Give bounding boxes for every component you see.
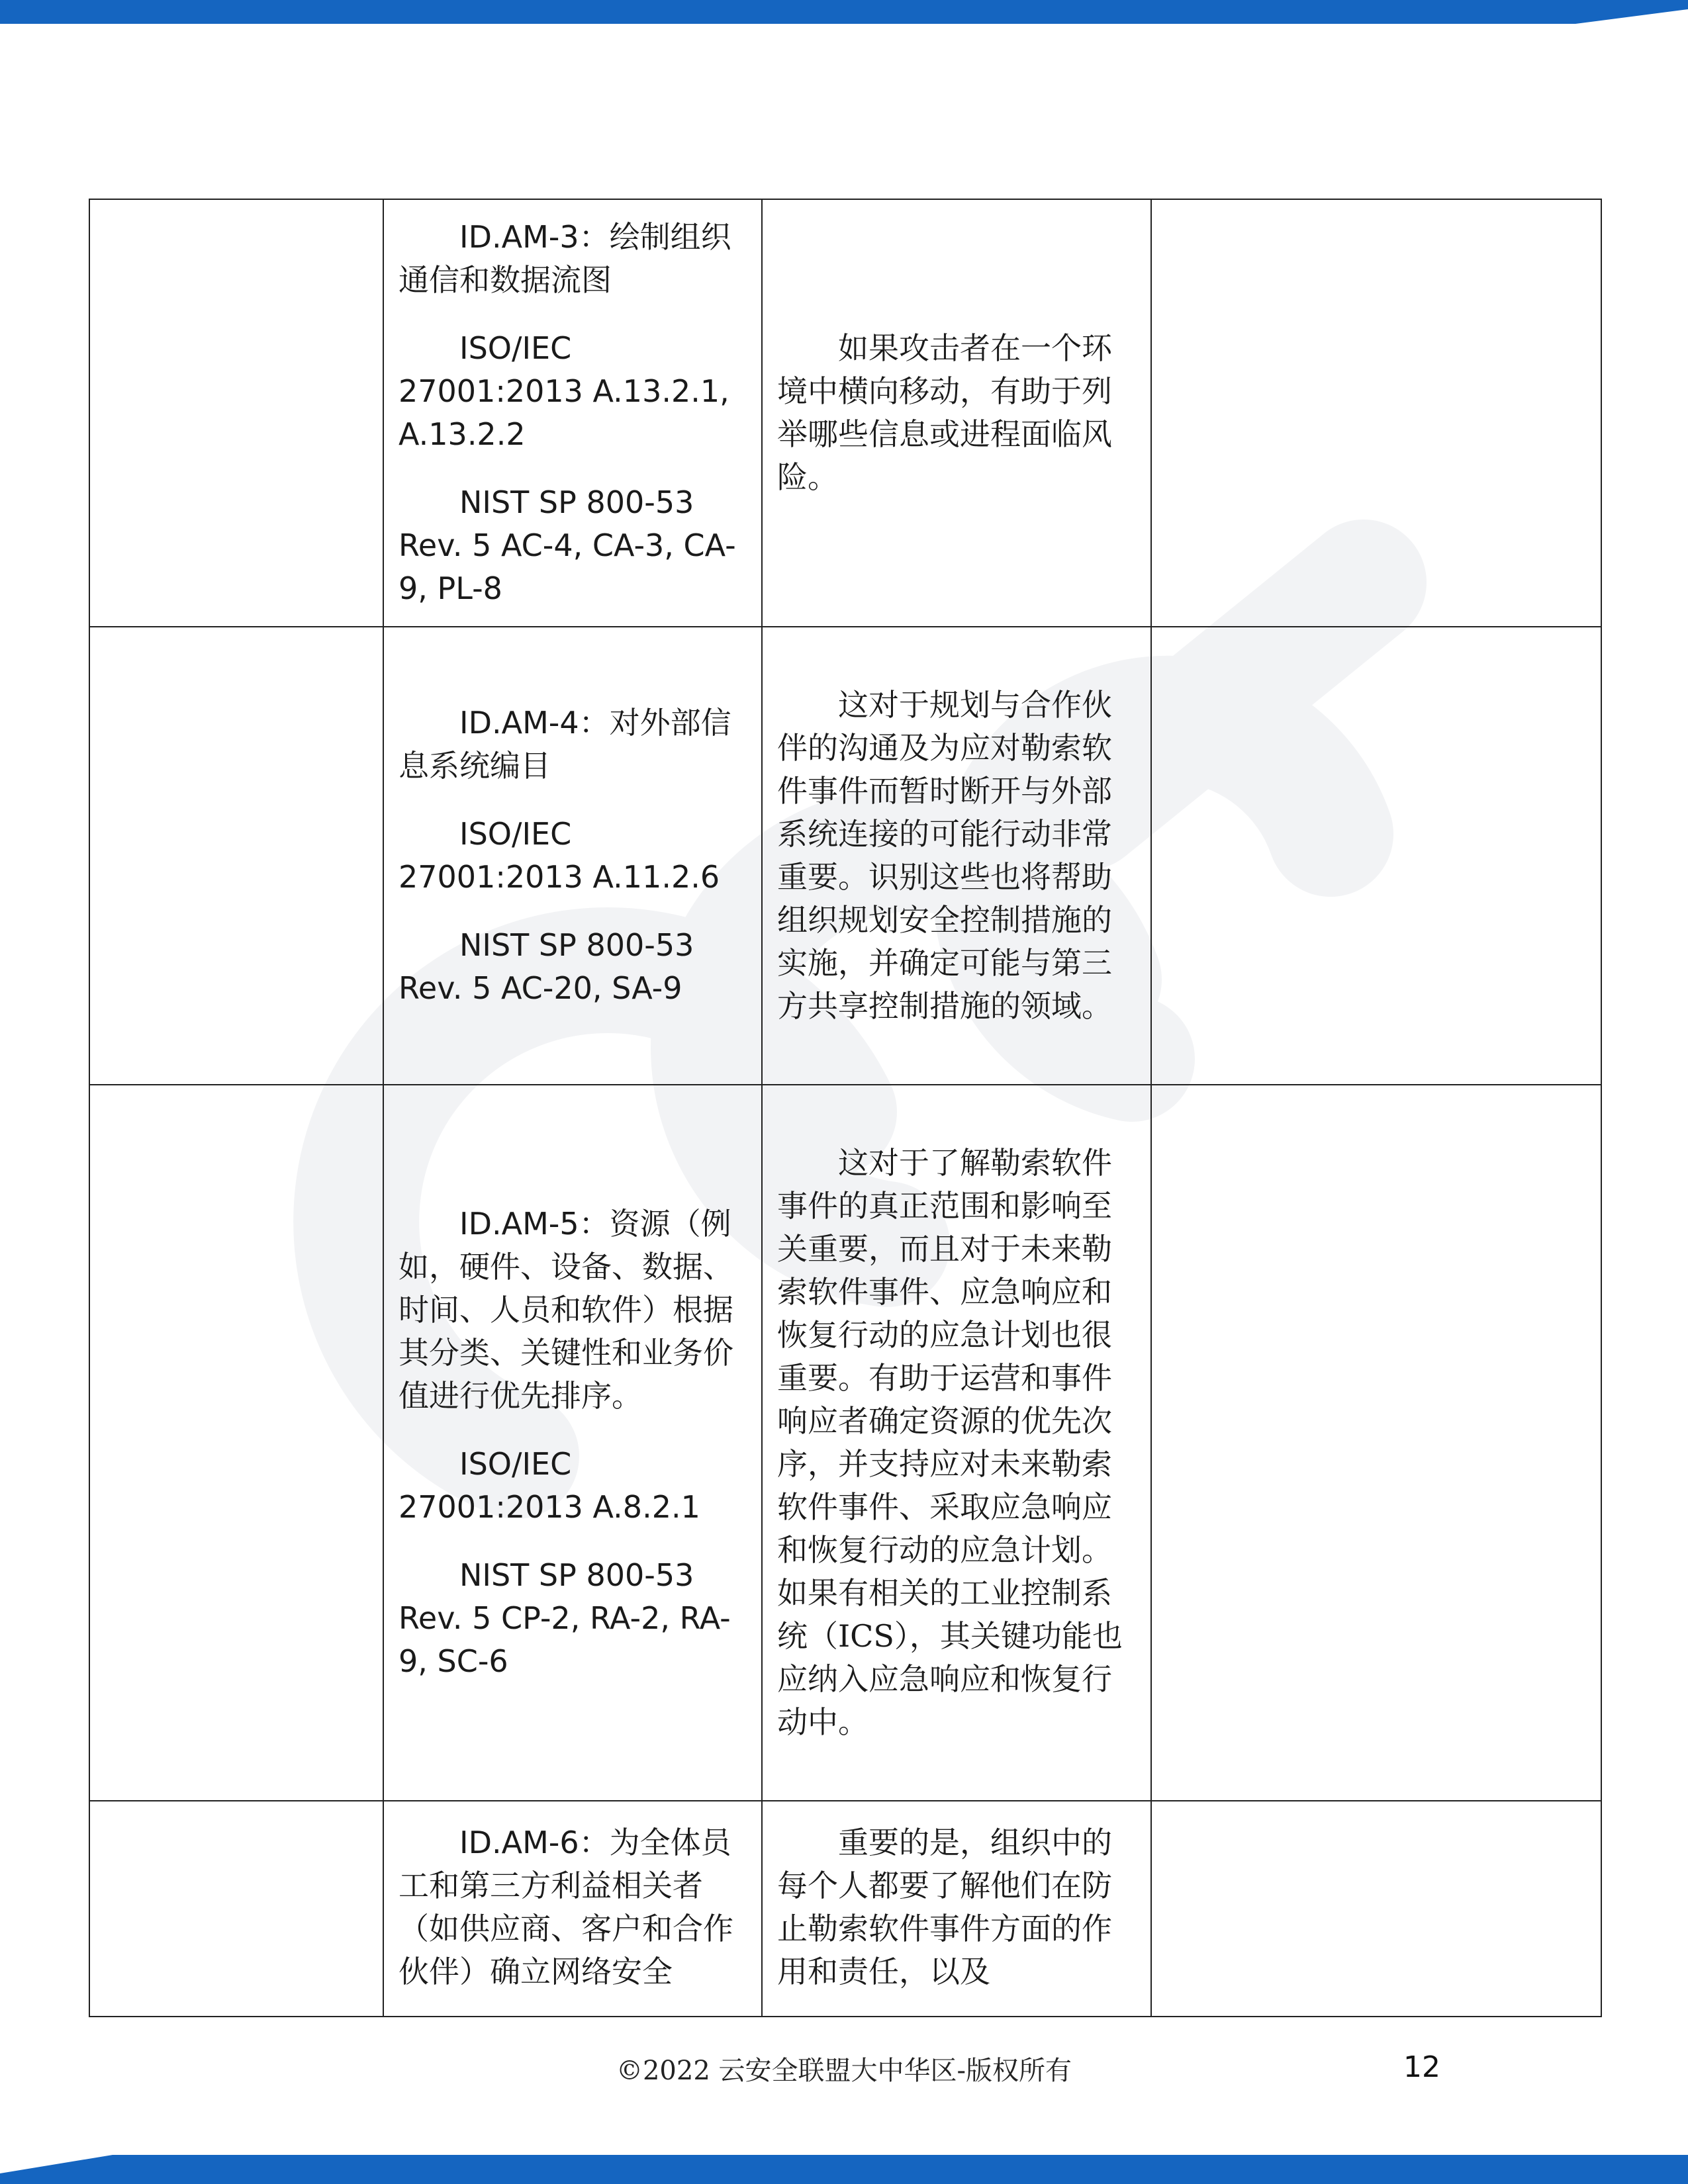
- subcategory-text: ID.AM-4：对外部信息系统编目: [399, 705, 731, 784]
- table-row: [89, 627, 1601, 1085]
- nist-reference: NIST SP 800-53 Rev. 5 CP-2, RA-2, RA-9, SC-6: [399, 1557, 731, 1679]
- header-accent-band: [0, 0, 1688, 24]
- empty-cell: [1151, 1085, 1601, 1801]
- mapping-cell: [383, 1801, 762, 2017]
- iso-reference: ISO/IEC 27001:2013 A.11.2.6: [399, 816, 720, 895]
- description-cell: [762, 1085, 1151, 1801]
- page-number: 12: [1403, 2050, 1440, 2084]
- iso-reference: ISO/IEC 27001:2013 A.8.2.1: [399, 1446, 700, 1525]
- mapping-cell: [383, 1085, 762, 1801]
- description-text: 这对于规划与合作伙伴的沟通及为应对勒索软件事件而暂时断开与外部系统连接的可能行动非常重要。识别这些也将帮助组织规划安全控制措施的实施，并确定可能与第三方共享控制措施的领域。: [777, 687, 1112, 1024]
- controls-table: [89, 199, 1602, 2017]
- description-text: 这对于了解勒索软件事件的真正范围和影响至关重要，而且对于未来勒索软件事件、应急响应和恢复行动的应急计划也很重要。有助于运营和事件响应者确定资源的优先次序，并支持应对未来勒索软件事件、采取应急响应和恢复行动的应急计划。如果有相关的工业控制系统（ICS），其关键功能也应纳入应急响应和恢复行动中。: [777, 1145, 1123, 1740]
- empty-cell: [1151, 199, 1601, 627]
- table-row: [89, 1801, 1601, 2017]
- description-text: 如果攻击者在一个环境中横向移动，有助于列举哪些信息或进程面临风险。: [777, 330, 1112, 495]
- subcategory-text: ID.AM-3：绘制组织通信和数据流图: [399, 219, 731, 298]
- footer-copyright: ©2022 云安全联盟大中华区-版权所有: [616, 2056, 1072, 2086]
- mapping-cell: [383, 199, 762, 627]
- table-row: [89, 1085, 1601, 1801]
- empty-cell: [89, 627, 383, 1085]
- description-text: 重要的是，组织中的每个人都要了解他们在防止勒索软件事件方面的作用和责任，以及: [777, 1825, 1112, 1989]
- iso-reference: ISO/IEC 27001:2013 A.13.2.1, A.13.2.2: [399, 330, 729, 452]
- mapping-cell: [383, 627, 762, 1085]
- empty-cell: [1151, 1801, 1601, 2017]
- description-cell: [762, 1801, 1151, 2017]
- description-cell: [762, 627, 1151, 1085]
- description-cell: [762, 199, 1151, 627]
- empty-cell: [89, 199, 383, 627]
- footer-accent-band: [0, 2155, 1688, 2184]
- subcategory-text: ID.AM-6：为全体员工和第三方利益相关者（如供应商、客户和合作伙伴）确立网络安全: [399, 1825, 733, 1989]
- empty-cell: [89, 1801, 383, 2017]
- table-row: [89, 199, 1601, 627]
- subcategory-text: ID.AM-5：资源（例如，硬件、设备、数据、时间、人员和软件）根据其分类、关键性和业务价值进行优先排序。: [399, 1206, 733, 1414]
- nist-reference: NIST SP 800-53 Rev. 5 AC-4, CA-3, CA-9, PL-8: [399, 484, 736, 606]
- empty-cell: [1151, 627, 1601, 1085]
- nist-reference: NIST SP 800-53 Rev. 5 AC-20, SA-9: [399, 927, 694, 1006]
- empty-cell: [89, 1085, 383, 1801]
